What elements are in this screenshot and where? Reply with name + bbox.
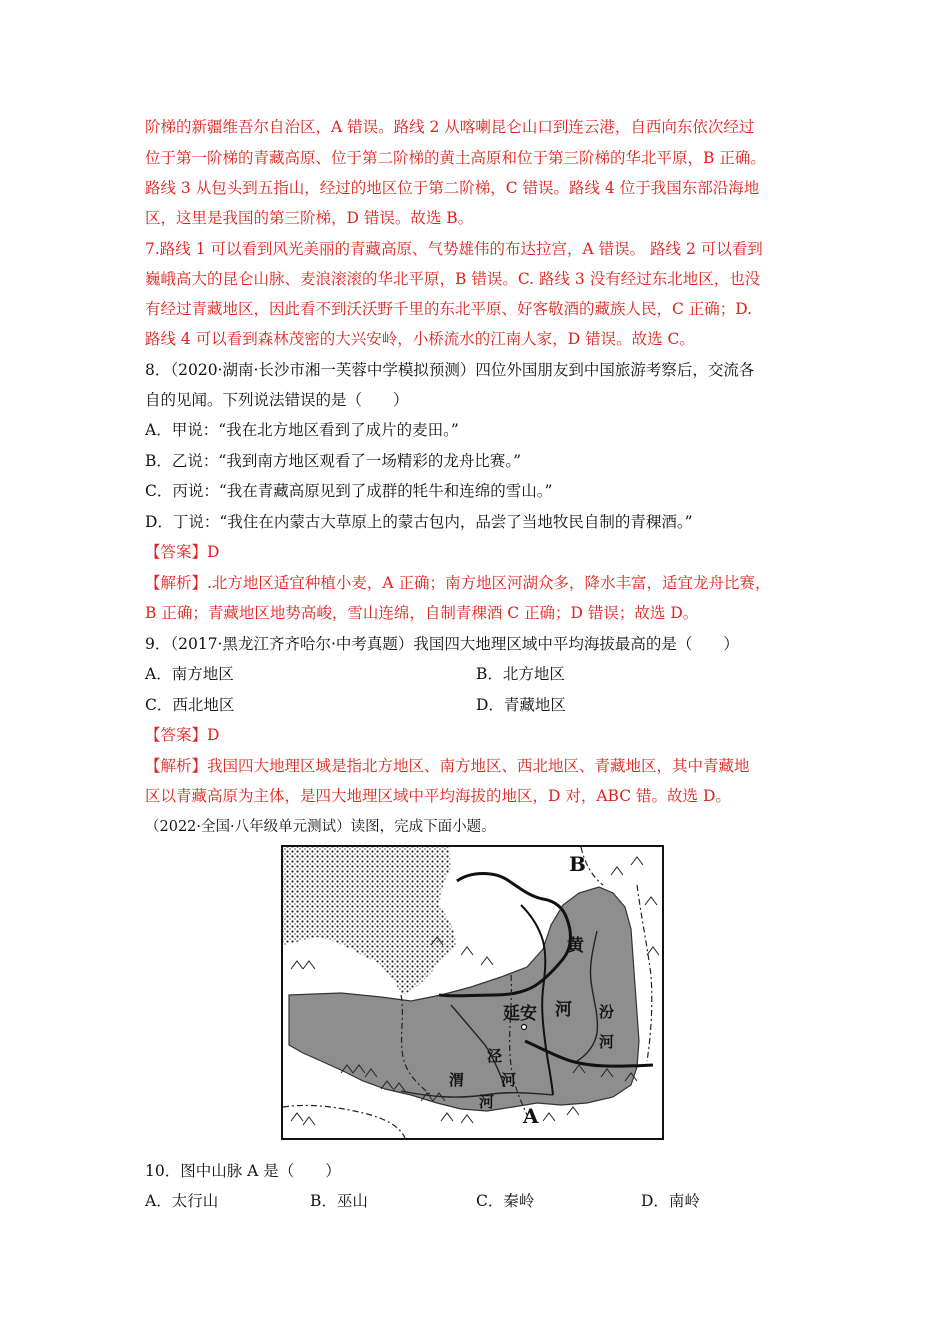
q6-explanation-line-4: 区，这里是我国的第三阶梯，D 错误。故选 B。 (145, 209, 474, 227)
q9-answer: 【答案】D (145, 726, 220, 744)
q9-option-c: C．西北地区 (145, 696, 235, 714)
jing-river-label-1: 泾 (487, 1047, 503, 1065)
q6-explanation-line-2: 位于第一阶梯的青藏高原、位于第二阶梯的黄土高原和位于第三阶梯的华北平原，B 正确。 (145, 149, 766, 167)
q8-stem-line-2: 自的见闻。下列说法错误的是（ ） (145, 391, 409, 409)
q8-option-a: A．甲说：“我在北方地区看到了成片的麦田。” (145, 421, 459, 439)
q7-explanation-line-4: 路线 4 可以看到森林茂密的大兴安岭，小桥流水的江南人家，D 错误。故选 C。 (145, 330, 695, 348)
city-yanan: 延安 (503, 1004, 537, 1024)
q10-stem: 10．图中山脉 A 是（ ） (145, 1162, 341, 1180)
q8-option-b: B．乙说：“我到南方地区观看了一场精彩的龙舟比赛。” (145, 452, 521, 470)
q8-analysis-line-2: B 正确；青藏地区地势高峻，雪山连绵，自制青稞酒 C 正确；D 错误；故选 D。 (145, 604, 699, 622)
q8-analysis-line-1: 【解析】.北方地区适宜种植小麦，A 正确；南方地区河湖众多，降水丰富，适宜龙舟比赛， (145, 574, 771, 592)
map-label-b: B (569, 852, 586, 876)
group-intro: （2022·全国·八年级单元测试）读图，完成下面小题。 (145, 819, 496, 835)
q8-option-c: C．丙说：“我在青藏高原见到了成群的牦牛和连绵的雪山。” (145, 482, 553, 500)
q9-analysis-line-1: 【解析】我国四大地理区域是指北方地区、南方地区、西北地区、青藏地区，其中青藏地 (145, 757, 750, 775)
q9-analysis-line-2: 区以青藏高原为主体，是四大地理区域中平均海拔的地区，D 对，ABC 错。故选 D。 (145, 787, 731, 805)
loess-plateau-map (281, 845, 664, 1140)
q9-option-b: B．北方地区 (476, 665, 565, 683)
q9-option-a: A．南方地区 (145, 665, 234, 683)
q7-explanation-line-1: 7.路线 1 可以看到风光美丽的青藏高原、气势雄伟的布达拉宫，A 错误。 路线 2 可以看到 (145, 240, 763, 258)
q8-option-d: D．丁说：“我住在内蒙古大草原上的蒙古包内，品尝了当地牧民自制的青稞酒。” (145, 513, 693, 531)
q9-option-d: D．青藏地区 (476, 696, 566, 714)
q10-option-c: C．秦岭 (476, 1192, 535, 1210)
q8-stem-line-1: 8．（2020·湖南·长沙市湘一芙蓉中学模拟预测）四位外国朋友到中国旅游考察后，交流各 (145, 361, 755, 379)
wei-river-label-1: 渭 (449, 1071, 465, 1089)
q6-explanation-line-3: 路线 3 从包头到五指山，经过的地区位于第二阶梯，C 错误。路线 4 位于我国东部沿海地 (145, 179, 760, 197)
yellow-river-label-2: 河 (555, 1000, 572, 1020)
map-label-a: A (523, 1104, 539, 1128)
q10-option-d: D．南岭 (641, 1192, 700, 1210)
q8-answer: 【答案】D (145, 543, 220, 561)
q6-explanation-line-1: 阶梯的新疆维吾尔自治区，A 错误。路线 2 从喀喇昆仑山口到连云港，自西向东依次经过 (145, 118, 755, 136)
q7-explanation-line-3: 有经过青藏地区，因此看不到沃沃野千里的东北平原、好客敬酒的藏族人民，C 正确；D. (145, 300, 753, 318)
fen-river-label-1: 汾 (599, 1003, 615, 1021)
yellow-river-label-1: 黄 (567, 936, 584, 956)
q9-stem: 9．（2017·黑龙江齐齐哈尔·中考真题）我国四大地理区域中平均海拔最高的是（ ） (145, 635, 739, 653)
wei-river-label-2: 河 (479, 1093, 495, 1111)
q10-option-b: B．巫山 (310, 1192, 368, 1210)
q7-explanation-line-2: 巍峨高大的昆仑山脉、麦浪滚滚的华北平原，B 错误。C. 路线 3 没有经过东北地区，也没 (145, 270, 761, 288)
city-yanan-marker (522, 1025, 527, 1030)
q10-option-a: A．太行山 (145, 1192, 219, 1210)
jing-river-label-2: 河 (501, 1071, 517, 1089)
fen-river-label-2: 河 (599, 1033, 615, 1051)
